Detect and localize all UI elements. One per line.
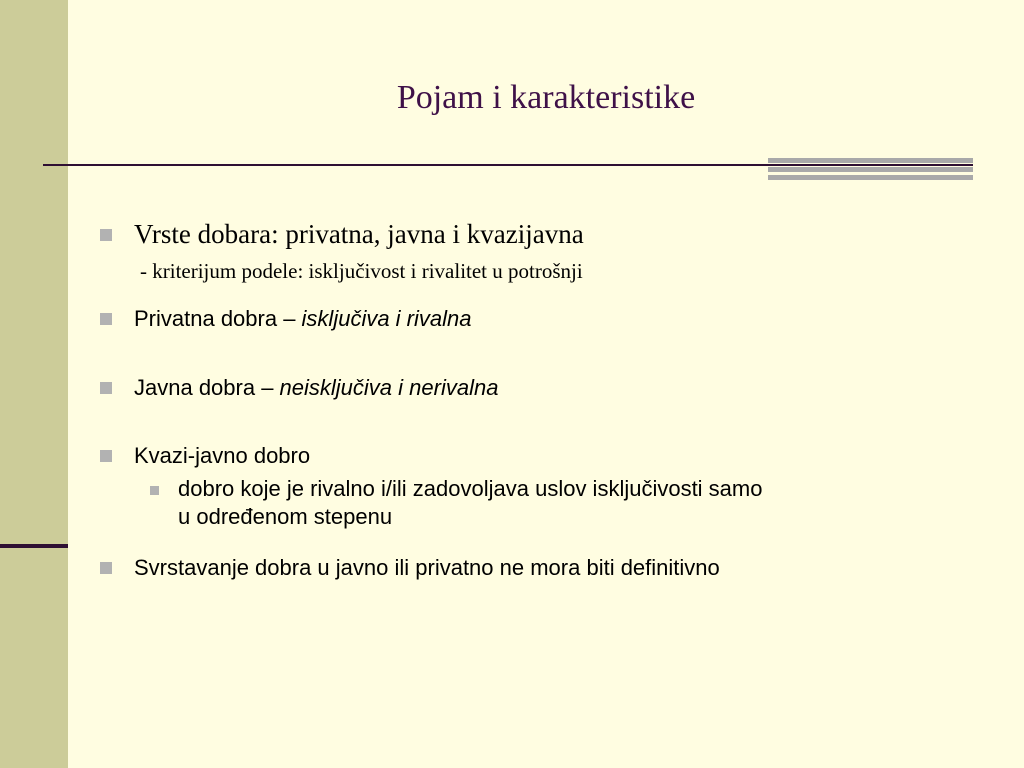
bullet-types-of-goods: Vrste dobara: privatna, javna i kvazijavna [134, 219, 584, 249]
left-accent-line [0, 544, 68, 548]
square-bullet-icon [100, 313, 112, 325]
private-goods-emphasis: isključiva i rivalna [301, 306, 472, 331]
square-bullet-icon [100, 450, 112, 462]
square-bullet-icon [100, 382, 112, 394]
left-decorative-bar [0, 0, 68, 768]
sub-bullet-quasi-definition-line1: dobro koje je rivalno i/ili zadovoljava uslov isključivosti samo [178, 476, 763, 501]
corner-bar [768, 158, 973, 163]
square-bullet-icon [100, 562, 112, 574]
corner-bar [768, 167, 973, 172]
square-bullet-icon [100, 229, 112, 241]
bullet-public-goods [134, 374, 498, 402]
decorative-corner-bars [768, 158, 973, 180]
bullet-private-goods [134, 305, 472, 333]
square-bullet-icon [150, 486, 159, 495]
public-goods-emphasis: neisključiva i nerivalna [279, 375, 499, 400]
bullet-classification-note: Svrstavanje dobra u javno ili privatno ne mora biti definitivno [134, 555, 720, 580]
private-goods-label: Privatna dobra – [134, 306, 302, 331]
slide-title: Pojam i karakteristike [396, 79, 696, 116]
corner-bar [768, 175, 973, 180]
public-goods-label: Javna dobra – [134, 375, 280, 400]
bullet-criteria-subline: - kriterijum podele: isključivost i rivalitet u potrošnji [140, 259, 583, 283]
sub-bullet-quasi-definition-line2: u određenom stepenu [178, 504, 393, 529]
bullet-quasi-public-goods: Kvazi-javno dobro [134, 443, 311, 468]
